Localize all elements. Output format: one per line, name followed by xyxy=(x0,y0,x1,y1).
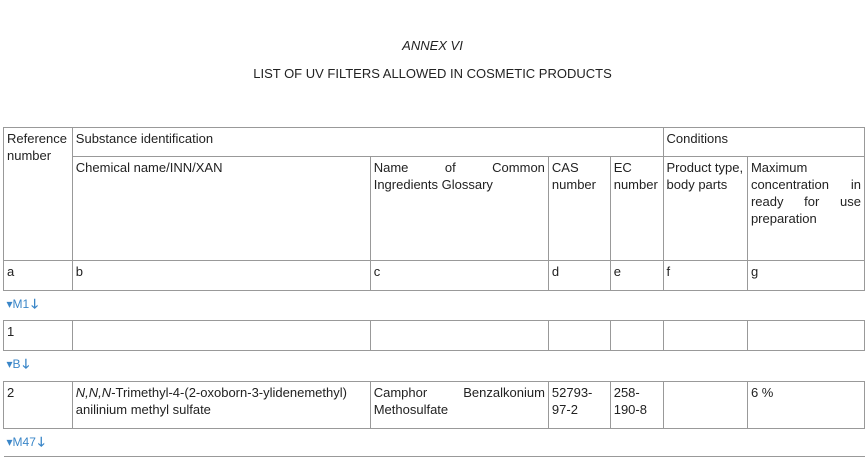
empty-cell xyxy=(663,321,747,351)
header-max-concentration xyxy=(747,157,864,261)
letter-cell-f: f xyxy=(663,261,747,291)
letter-cell-c: c xyxy=(370,261,548,291)
arrow-down-icon: 🡓 xyxy=(22,356,30,371)
letter-cell-e: e xyxy=(610,261,663,291)
letter-cell-d: d xyxy=(548,261,610,291)
cas-number-cell: 52793-97-2 xyxy=(548,382,610,429)
header-ec-number: EC number xyxy=(610,157,663,261)
amendment-marker-row xyxy=(4,291,865,321)
header-product-type: Product type, body parts xyxy=(663,157,747,261)
max-concentration-cell: 6 % xyxy=(747,382,864,429)
header-name-cig-text: Name of Common Ingredients Glossary xyxy=(373,160,545,192)
name-cig-cell xyxy=(370,382,548,429)
amendment-marker-row xyxy=(4,351,865,382)
chemical-name-rest: -Trimethyl-4-(2-oxoborn-3-ylidenemethyl) anilinium methyl sulfate xyxy=(75,385,347,417)
header-name-cig xyxy=(370,157,548,261)
chemical-name-cell xyxy=(72,382,370,429)
header-cas-number: CAS number xyxy=(548,157,610,261)
row-reference-cell: 1 xyxy=(4,321,73,351)
marker-label: ▾M47 xyxy=(6,435,36,449)
annex-number: ANNEX VI xyxy=(402,38,463,53)
header-conditions: Conditions xyxy=(663,128,864,157)
header-max-concentration-text: Maximum concentration in ready for use preparation xyxy=(750,160,861,226)
row-reference-cell: 2 xyxy=(4,382,73,429)
arrow-down-icon: 🡓 xyxy=(31,296,38,311)
amendment-marker-b[interactable] xyxy=(7,357,30,371)
header-substance-identification: Substance identification xyxy=(72,128,663,157)
letter-cell-g: g xyxy=(747,261,864,291)
letter-cell-a: a xyxy=(4,261,73,291)
amendment-marker-row xyxy=(4,429,865,457)
amendment-marker-m1[interactable] xyxy=(7,297,38,311)
name-cig-text: Camphor Benzalkonium Methosulfate xyxy=(373,385,545,417)
empty-cell xyxy=(370,321,548,351)
uv-filters-table xyxy=(3,127,865,457)
annex-title: LIST OF UV FILTERS ALLOWED IN COSMETIC PRODUCTS xyxy=(253,66,612,81)
empty-cell xyxy=(747,321,864,351)
empty-cell xyxy=(610,321,663,351)
chemical-name-prefix: N,N,N xyxy=(75,385,112,400)
header-reference-number: Reference number xyxy=(4,128,73,261)
marker-label: ▾M1 xyxy=(6,297,30,311)
ec-number-cell: 258-190-8 xyxy=(610,382,663,429)
product-type-cell xyxy=(663,382,747,429)
arrow-down-icon: 🡓 xyxy=(37,434,45,449)
header-chemical-name: Chemical name/INN/XAN xyxy=(72,157,370,261)
marker-label: ▾B xyxy=(6,357,21,371)
empty-cell xyxy=(548,321,610,351)
letter-cell-b: b xyxy=(72,261,370,291)
empty-cell xyxy=(72,321,370,351)
amendment-marker-m47[interactable] xyxy=(7,435,45,449)
